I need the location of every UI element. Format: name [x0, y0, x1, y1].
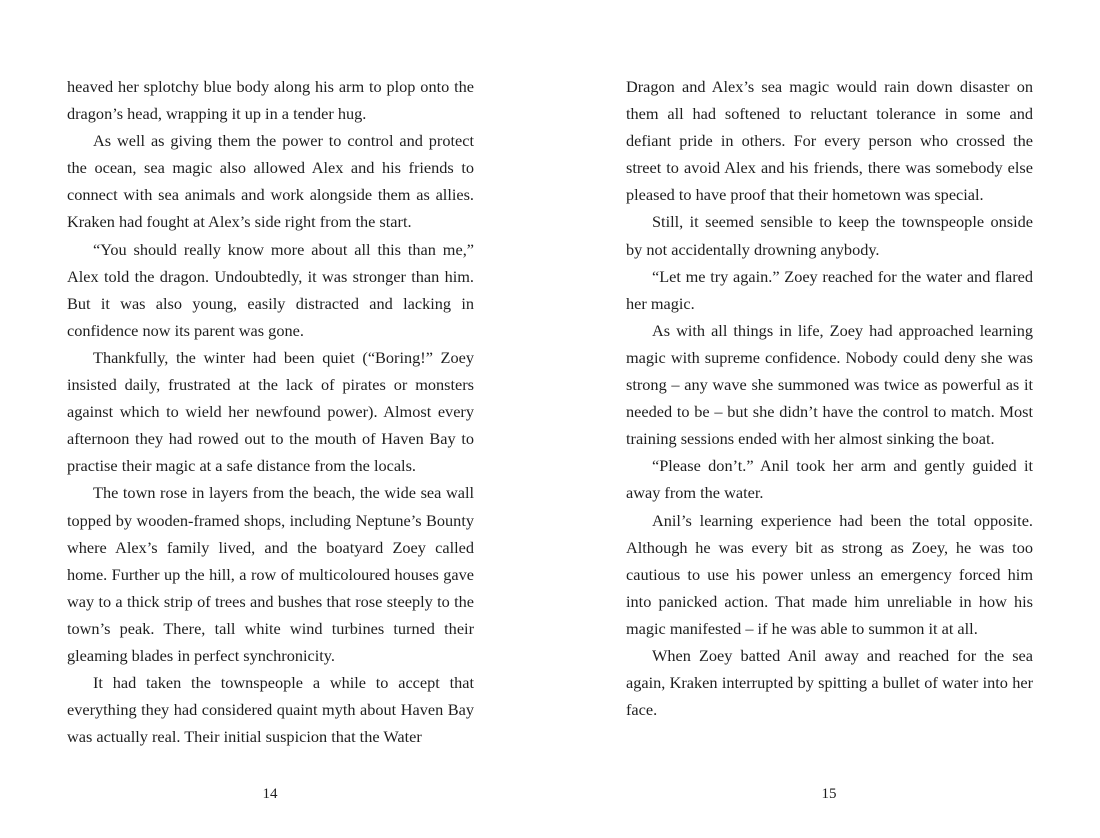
right-page	[550, 0, 1100, 838]
paragraph: The town rose in layers from the beach, the wide sea wall topped by wooden-framed shops, including Neptune’s Bounty where Alex’s family lived, and the boatyard Zoey called home. Further up the hill, a row of multicoloured houses gave way to a thick strip of trees and bushes that rose steeply to the town’s peak. There, tall white wind turbines turned their gleaming blades in perfect synchronicity.	[67, 483, 474, 665]
paragraph: “Let me try again.” Zoey reached for the water and flared her magic.	[626, 266, 1033, 313]
paragraph: As with all things in life, Zoey had approached learning magic with supreme confidence. Nobody could deny she was strong – any wave she summoned was twice as powerful as it needed to be – but she didn’t have the control to match. Most training sessions ended with her almost sinking the boat.	[626, 320, 1033, 449]
paragraph: Still, it seemed sensible to keep the townspeople onside by not accidentally drowning anybody.	[626, 212, 1033, 259]
left-page-text	[67, 73, 474, 750]
paragraph: Thankfully, the winter had been quiet (“Boring!” Zoey insisted daily, frustrated at the lack of pirates or monsters against which to wield her newfound power). Almost every afternoon they had rowed out to the mouth of Haven Bay to practise their magic at a safe distance from the locals.	[67, 347, 474, 476]
paragraph: Dragon and Alex’s sea magic would rain down disaster on them all had softened to reluctant tolerance in some and defiant pride in others. For every person who crossed the street to avoid Alex and his friends, there was somebody else pleased to have proof that their hometown was special.	[626, 77, 1033, 205]
paragraph: Anil’s learning experience had been the total opposite. Although he was every bit as strong as Zoey, he was too cautious to use his power unless an emergency forced him into panicked action. That made him unreliable in how his magic manifested – if he was able to summon it at all.	[626, 510, 1033, 638]
paragraph: “Please don’t.” Anil took her arm and gently guided it away from the water.	[626, 456, 1033, 503]
paragraph: “You should really know more about all this than me,” Alex told the dragon. Undoubtedly, it was stronger than him. But it was also young, easily distracted and lacking in confidence now its parent was gone.	[67, 239, 474, 340]
paragraph: heaved her splotchy blue body along his arm to plop onto the dragon’s head, wrapping it up in a tender hug.	[67, 77, 474, 124]
paragraph: As well as giving them the power to control and protect the ocean, sea magic also allowed Alex and his friends to connect with sea animals and work alongside them as allies. Kraken had fought at Alex’s side right from the start.	[67, 131, 474, 232]
page-number-right: 15	[821, 786, 837, 802]
right-page-text	[626, 73, 1033, 723]
paragraph: When Zoey batted Anil away and reached for the sea again, Kraken interrupted by spitting a bullet of water into her face.	[626, 645, 1033, 720]
page-number-left: 14	[262, 786, 278, 802]
paragraph: It had taken the townspeople a while to accept that everything they had considered quaint myth about Haven Bay was actually real. Their initial suspicion that the Water	[67, 673, 474, 747]
